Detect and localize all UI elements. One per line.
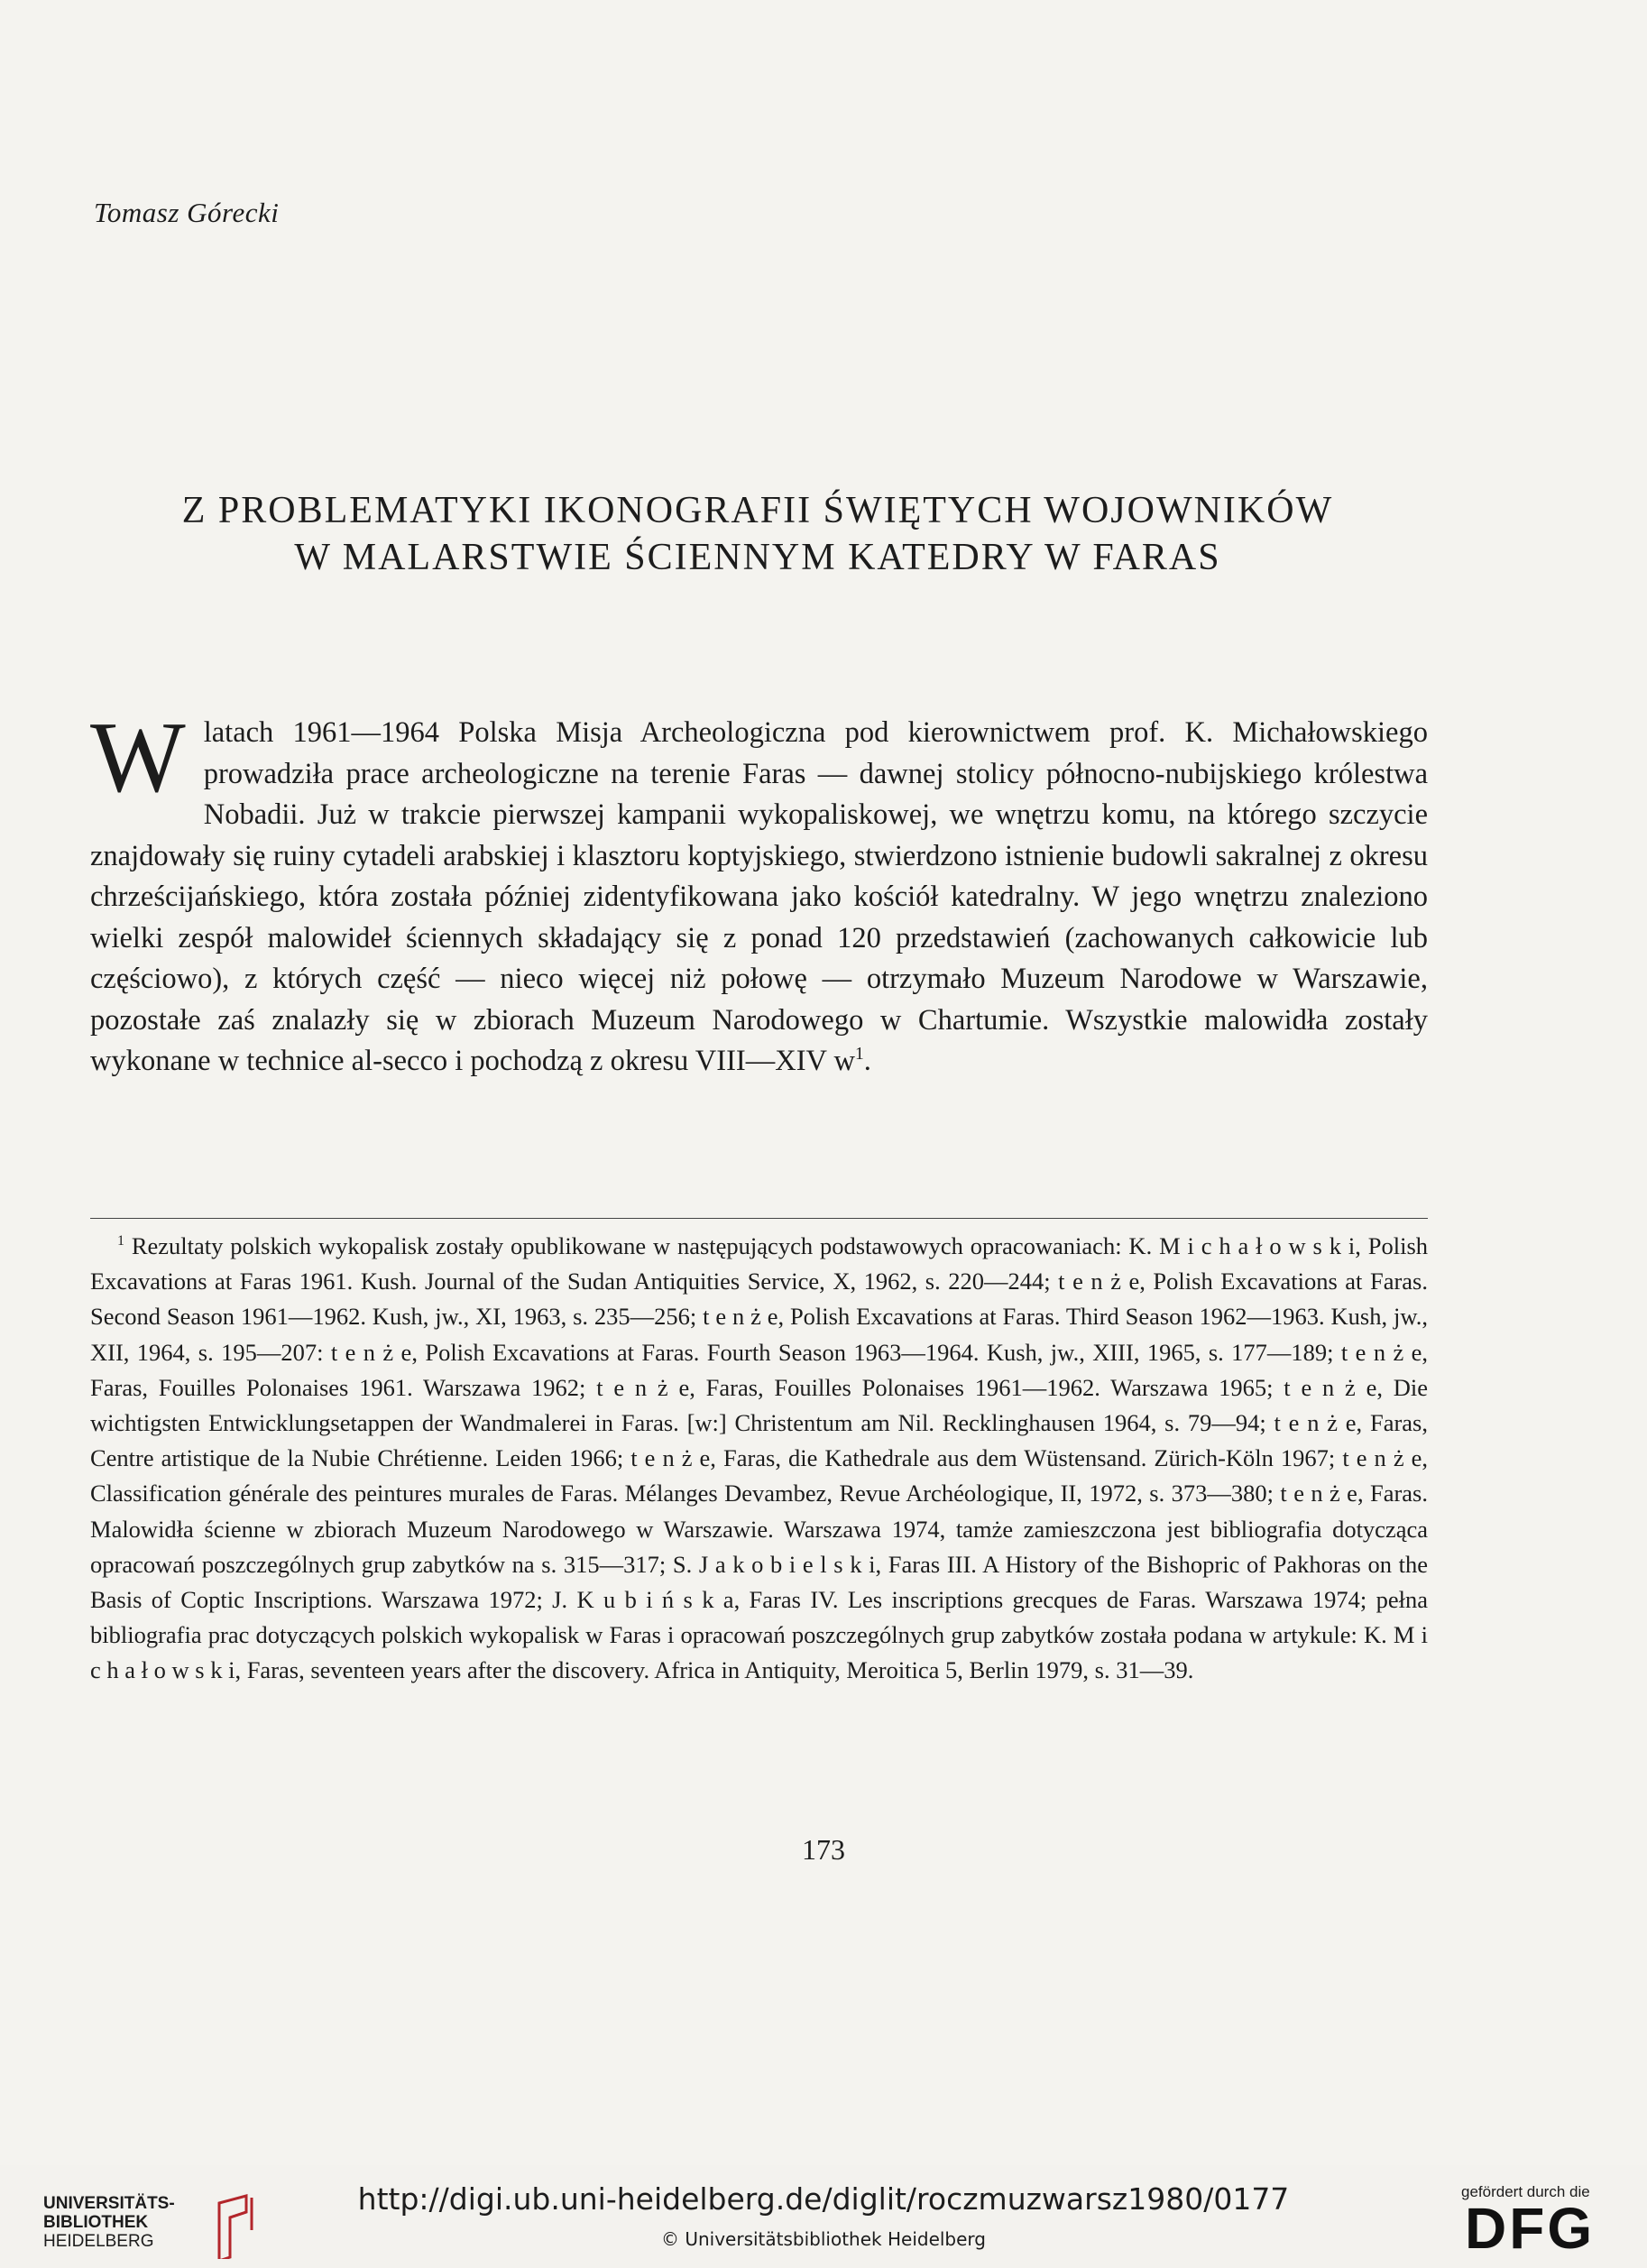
title-line-2: W MALARSTWIE ŚCIENNYM KATEDRY W FARAS: [294, 537, 1221, 578]
footnote-divider: [90, 1218, 1428, 1219]
footnote-text: Rezultaty polskich wykopalisk zostały opublikowane w następujących podstawowych opracowaniach: K. M i c h a ł o w s k i, Polish Excavations at Faras 1961. Kush. Journal of the Sudan Antiquities Service, X, 1962, s. 220—244; t e n ż e, Polish Excavations at Faras. Second Season 1961—1962. Kush, jw., XI, 1963, s. 235—256; t e n ż e, Polish Excavations at Faras. Third Season 1962—1963. Kush, jw., XII, 1964, s. 195—207: t e n ż e, Polish Excavations at Faras. Fourth Season 1963—1964. Kush, jw., XIII, 1965, s. 177—189; t e n ż e, Faras, Fouilles Polonaises 1961. Warszawa 1962; t e n ż e, Faras, Fouilles Polonaises 1961—1962. Warszawa 1965; t e n ż e, Die wichtigsten Entwicklungsetappen der Wandmalerei in Faras. [w:] Christentum am Nil. Recklinghausen 1964, s. 79—94; t e n ż e, Faras, Centre artistique de la Nubie Chrétienne. Leiden 1966; t e n ż e, Faras, die Kathedrale aus dem Wüstensand. Zürich-Köln 1967; t e n ż e, Classification générale des peintures murales de Faras. Mélanges Devambez, Revue Archéologique, II, 1972, s. 373—380; t e n ż e, Faras. Malowidła ścienne w zbiorach Muzeum Narodowego w Warszawie. Warszawa 1974, tamże zamieszczona jest bibliografia dotycząca opracowań poszczególnych grup zabytków na s. 315—317; S. J a k o b i e l s k i, Faras III. A History of the Bishopric of Pakhoras on the Basis of Coptic Inscriptions. Warszawa 1972; J. K u b i ń s k a, Faras IV. Les inscriptions grecques de Faras. Warszawa 1974; pełna bibliografia prac dotyczących polskich wykopalisk w Faras i opracowań poszczególnych grup zabytków została podana w artykule: K. M i c h a ł o w s k i, Faras, seventeen years after the discovery. Africa in Antiquity, Meroitica 5, Berlin 1979, s. 31—39.: [90, 1232, 1429, 1684]
library-line-3: HEIDELBERG: [43, 2232, 154, 2251]
title-line-1: Z PROBLEMATYKI IKONOGRAFII ŚWIĘTYCH WOJOWNIKÓW: [181, 490, 1334, 531]
footnote-marker: 1: [117, 1233, 124, 1249]
article-title: [90, 487, 1425, 581]
library-line-2: BIBLIOTHEK: [43, 2213, 149, 2232]
copyright-notice: © Universitätsbibliothek Heidelberg: [660, 2228, 986, 2250]
page-number: 173: [802, 1833, 845, 1866]
author-name: Tomasz Górecki: [94, 197, 280, 228]
body-paragraph: latach 1961—1964 Polska Misja Archeologiczna pod kierownictwem prof. K. Michałowskiego prowadziła prace archeologiczne na terenie Faras — dawnej stolicy północno-nubijskiego królestwa Nobadii. Już w trakcie pierwszej kampanii wykopaliskowej, we wnętrzu komu, na którego szczycie znajdowały się ruiny cytadeli arabskiej i klasztoru koptyjskiego, stwierdzono istnienie budowli sakralnej z okresu chrześcijańskiego, która została później zidentyfikowana jako kościół katedralny. W jego wnętrzu znaleziono wielki zespół malowideł ściennych składający się z ponad 120 przedstawień (zachowanych całkowicie lub częściowo), z których część — nieco więcej niż połowę — otrzymało Muzeum Narodowe w Warszawie, pozostałe zaś znalazły się w zbiorach Muzeum Narodowego w Chartumie. Wszystkie malowidła zostały wykonane w technice al-secco i pochodzą z okresu VIII—XIV w: [90, 716, 1428, 1077]
permalink-url[interactable]: http://digi.ub.uni-heidelberg.de/diglit/roczmuzwarsz1980/0177: [357, 2181, 1290, 2217]
body-end-punctuation: .: [863, 1045, 871, 1077]
library-line-1: UNIVERSITÄTS-: [43, 2194, 175, 2213]
dfg-logo: DFG: [1465, 2196, 1596, 2261]
article-body: [90, 702, 1428, 1083]
footnote: [90, 1229, 1428, 1689]
drop-cap: W: [90, 702, 186, 814]
footnote-reference[interactable]: 1: [855, 1045, 864, 1065]
funding-note: gefördert durch die: [1461, 2183, 1590, 2200]
